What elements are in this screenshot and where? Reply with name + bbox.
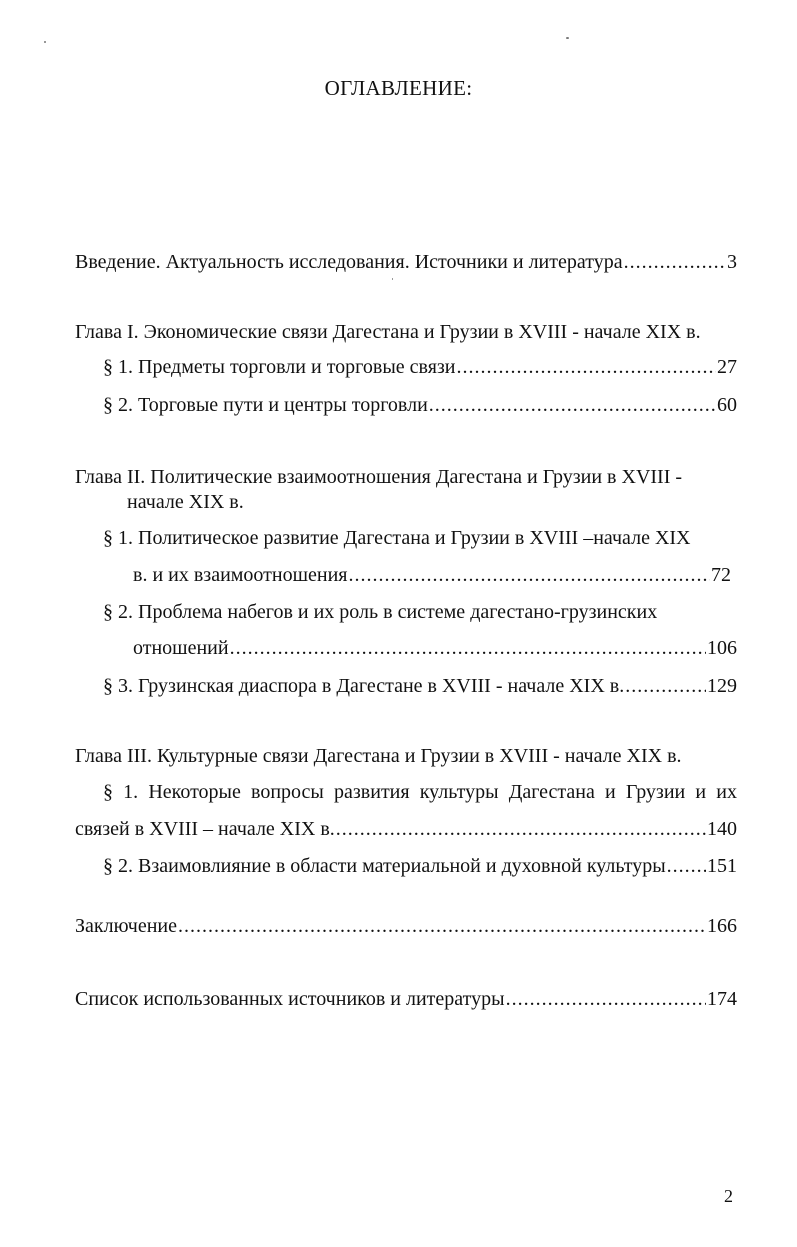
leader-dots <box>230 636 706 660</box>
chapter-heading-2-line2: начале XIX в. <box>127 491 244 513</box>
leader-dots <box>349 563 711 587</box>
toc-page-number: 27 <box>717 356 737 378</box>
toc-page-number: 3 <box>727 251 737 273</box>
word: Некоторые <box>148 781 241 803</box>
toc-entry-ch1-s2[interactable] <box>103 393 737 417</box>
word: Дагестана <box>508 781 595 803</box>
leader-dots <box>336 817 706 841</box>
leader-dots <box>667 854 706 878</box>
toc-page-number: 174 <box>707 988 737 1010</box>
toc-entry-conclusion[interactable] <box>75 914 737 938</box>
toc-entry-text: отношений <box>133 637 229 659</box>
word: их <box>716 781 737 803</box>
toc-entry-text: § 2. Торговые пути и центры торговли <box>103 394 428 416</box>
word: развития <box>334 781 410 803</box>
toc-title: ОГЛАВЛЕНИЕ: <box>324 76 473 100</box>
leader-dots <box>178 914 706 938</box>
toc-entry-ch3-s1-line1 <box>103 780 737 804</box>
toc-entry-ch2-s1-line1: § 1. Политическое развитие Дагестана и Грузии в XVIII –начале XIX <box>103 527 691 549</box>
page-number: 2 <box>724 1186 733 1206</box>
leader-dots <box>625 674 706 698</box>
toc-entry-text: § 1. Предметы торговли и торговые связи <box>103 356 456 378</box>
toc-entry-text: Заключение <box>75 915 177 937</box>
leader-dots <box>429 393 716 417</box>
toc-entry-ch2-s2[interactable] <box>133 636 737 660</box>
toc-page-number: 129 <box>707 675 737 697</box>
toc-entry-ch2-s3[interactable] <box>103 674 737 698</box>
word: Грузии <box>625 781 686 803</box>
toc-page-number: 106 <box>707 637 737 659</box>
word: § <box>103 781 113 803</box>
leader-dots <box>506 987 706 1011</box>
chapter-heading-3: Глава III. Культурные связи Дагестана и Грузии в XVIII - начале XIX в. <box>75 745 682 767</box>
leader-dots <box>624 250 726 274</box>
toc-entry-text: связей в XVIII – начале XIX в. <box>75 818 335 840</box>
toc-page-number: 72 <box>711 564 731 586</box>
toc-page-number: 151 <box>707 855 737 877</box>
word: и <box>605 781 616 803</box>
word: вопросы <box>251 781 324 803</box>
leader-dots <box>457 355 717 379</box>
toc-entry-text: в. и их взаимоотношения <box>133 564 348 586</box>
toc-entry-bibliography[interactable] <box>75 987 737 1011</box>
chapter-heading-1: Глава I. Экономические связи Дагестана и Грузии в XVIII - начале XIX в. <box>75 321 701 343</box>
word: культуры <box>419 781 499 803</box>
toc-entry-text: § 2. Взаимовлияние в области материальной и духовной культуры <box>103 855 666 877</box>
toc-entry-ch3-s1[interactable] <box>75 817 737 841</box>
toc-page-number: 60 <box>717 394 737 416</box>
chapter-heading-2-line1: Глава II. Политические взаимоотношения Дагестана и Грузии в XVIII - <box>75 466 683 488</box>
toc-page-number: 166 <box>707 915 737 937</box>
toc-entry-ch3-s2[interactable] <box>103 854 737 878</box>
toc-entry-ch2-s2-line1: § 2. Проблема набегов и их роль в системе дагестано-грузинских <box>103 601 658 623</box>
word: 1. <box>123 781 139 803</box>
toc-entry-text: Введение. Актуальность исследования. Источники и литература <box>75 251 623 273</box>
toc-entry-ch1-s1[interactable] <box>103 355 737 379</box>
toc-entry-text: § 3. Грузинская диаспора в Дагестане в XVIII - начале XIX в. <box>103 675 625 697</box>
toc-entry-text: Список использованных источников и литературы <box>75 988 505 1010</box>
toc-entry-intro[interactable] <box>75 250 737 274</box>
toc-entry-ch2-s1[interactable] <box>133 563 731 587</box>
toc-page-number: 140 <box>707 818 737 840</box>
word: и <box>695 781 707 803</box>
